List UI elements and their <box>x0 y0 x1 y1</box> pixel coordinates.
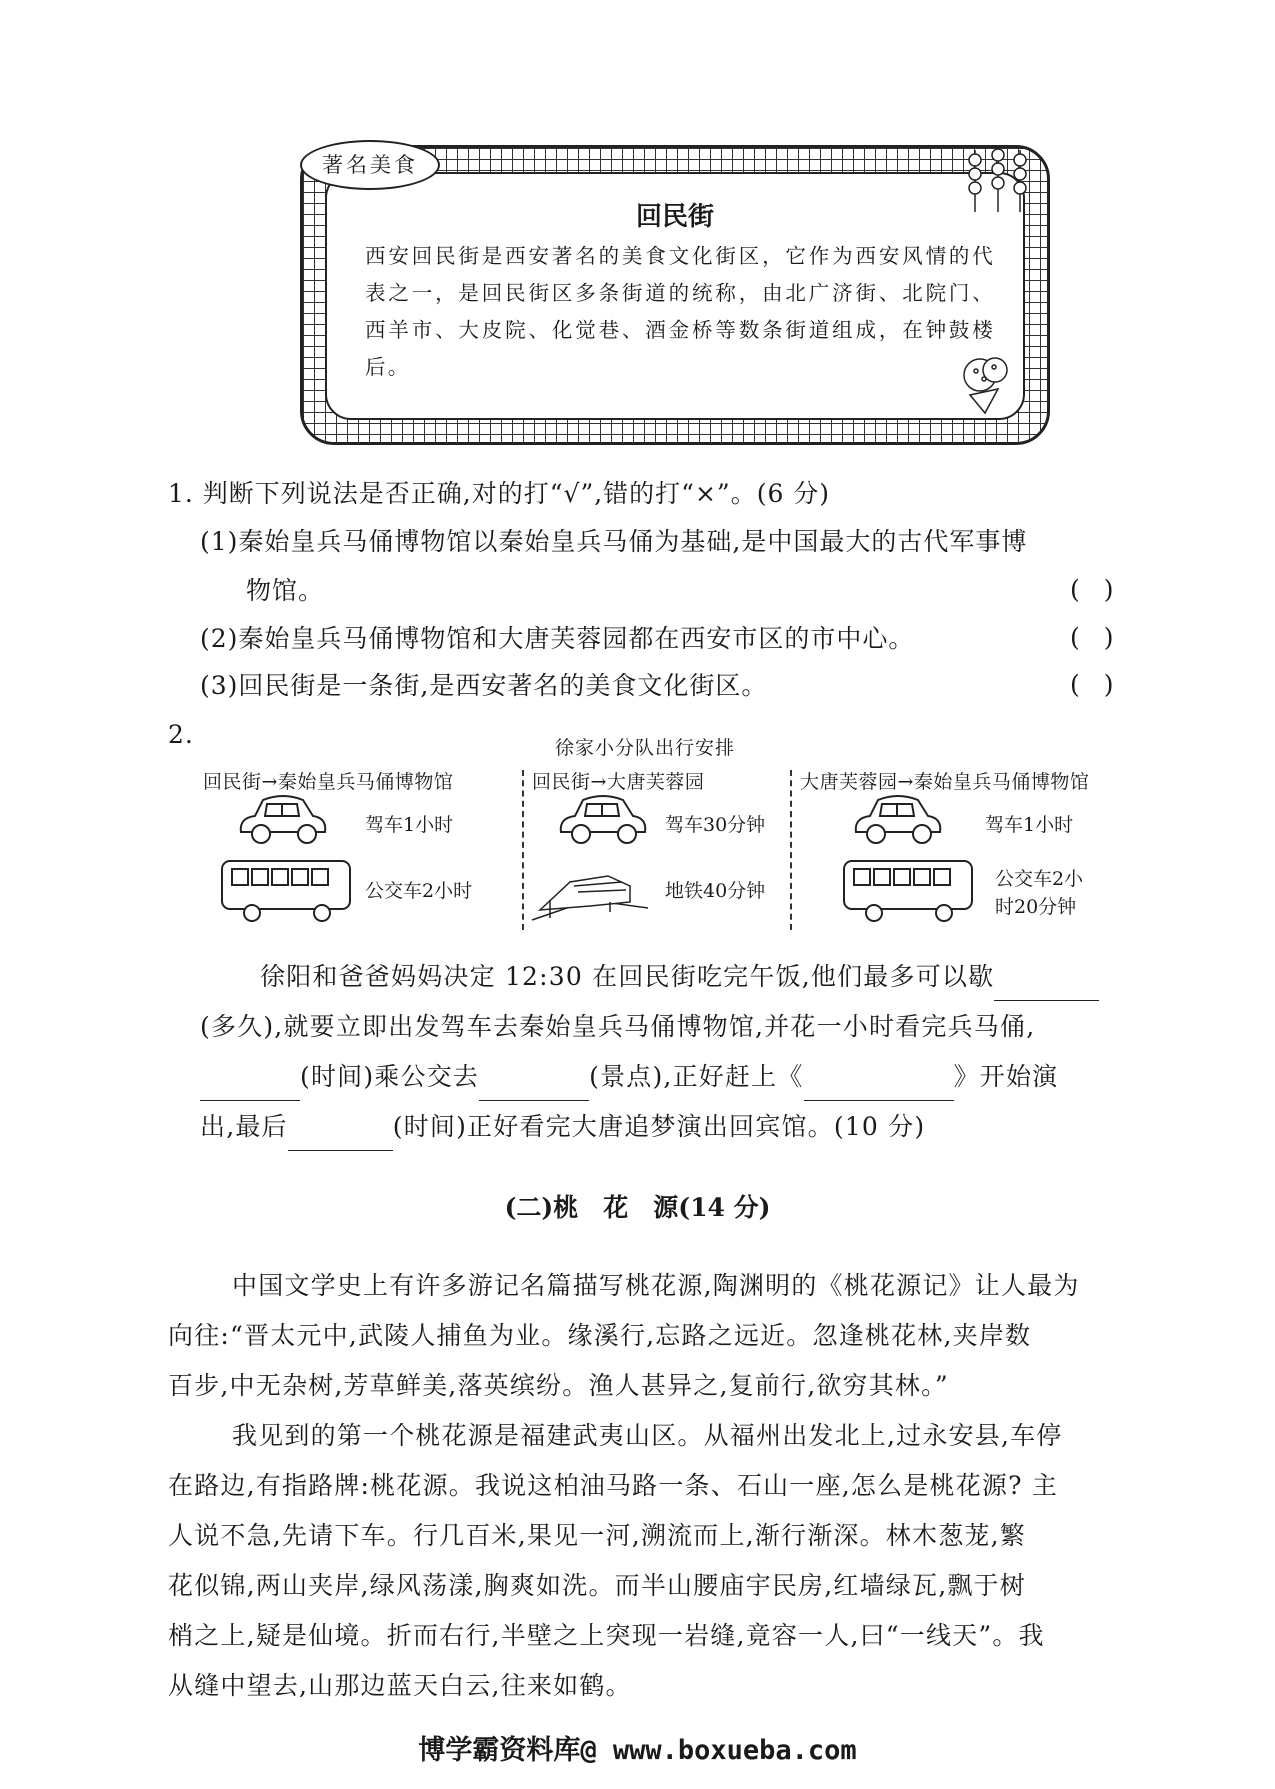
food-description: 西安回民街是西安著名的美食文化街区，它作为西安风情的代表之一，是回民街区多条街道的统称，由北广济街、北院门、西羊市、大皮院、化觉巷、酒金桥等数条街道组成，在钟鼓楼后。 <box>365 244 995 379</box>
blank-finish-time[interactable] <box>288 1124 393 1151</box>
car-icon <box>555 790 650 850</box>
blank-show-name[interactable] <box>804 1074 954 1101</box>
question-1-item-2: (2)秦始皇兵马俑博物馆和大唐芙蓉园都在西安市区的市中心。 <box>200 624 915 653</box>
blank-bus-time[interactable] <box>200 1074 300 1101</box>
route-1-car-time: 驾车1小时 <box>365 814 454 836</box>
passage-p1-l2: 向往:“晋太元中,武陵人捕鱼为业。缘溪行,忘路之远近。忽逢桃花林,夹岸数 <box>168 1321 1032 1350</box>
question-2-number: 2. <box>168 720 194 749</box>
question-1-item-3: (3)回民街是一条街,是西安著名的美食文化街区。 <box>200 671 768 700</box>
question-1-header: 1. 判断下列说法是否正确,对的打“√”,错的打“×”。(6 分) <box>168 479 831 508</box>
route-2-transit-time: 地铁40分钟 <box>665 880 766 902</box>
food-tag: 著名美食 <box>300 140 440 190</box>
question-2-line-1 <box>260 953 1099 1001</box>
passage-p2-l4: 花似锦,两山夹岸,绿风荡漾,胸爽如洗。而半山腰庙宇民房,红墙绿瓦,飘于树 <box>168 1571 1026 1600</box>
question-1-item-1-cont: 物馆。 <box>246 576 325 605</box>
passage-p2-l6: 从缝中望去,山那边蓝天白云,往来如鹤。 <box>168 1671 632 1700</box>
column-divider <box>790 770 792 930</box>
answer-bracket-1[interactable]: () <box>1070 575 1138 604</box>
car-icon <box>850 790 945 850</box>
passage-p2-l5: 梢之上,疑是仙境。折而右行,半壁之上突现一岩缝,竟容一人,曰“一线天”。我 <box>168 1621 1045 1650</box>
column-divider <box>522 770 524 930</box>
subway-icon <box>530 860 650 925</box>
passage-p1-l1: 中国文学史上有许多游记名篇描写桃花源,陶渊明的《桃花源记》让人最为 <box>232 1271 1080 1300</box>
route-3-transit-time-l1: 公交车2小 <box>995 868 1084 890</box>
blank-attraction[interactable] <box>479 1074 589 1101</box>
route-2-car-time: 驾车30分钟 <box>665 814 766 836</box>
passage-p2-l3: 人说不急,先请下车。行几百米,果见一河,溯流而上,渐行渐深。林木葱茏,繁 <box>168 1521 1026 1550</box>
question-1-item-1: (1)秦始皇兵马俑博物馆以秦始皇兵马俑为基础,是中国最大的古代军事博 <box>200 527 1028 556</box>
question-2-line-2: (多久),就要立即出发驾车去秦始皇兵马俑博物馆,并花一小时看完兵马俑, <box>200 1012 1036 1041</box>
plan-title: 徐家小分队出行安排 <box>555 737 736 759</box>
food-title: 回民街 <box>635 202 714 232</box>
route-3-car-time: 驾车1小时 <box>985 814 1074 836</box>
q2-text: 徐阳和爸爸妈妈决定 12:30 在回民街吃完午饭,他们最多可以歇 <box>260 962 995 991</box>
car-icon <box>235 790 330 850</box>
footer-watermark: 博学霸资料库@ www.boxueba.com <box>418 1735 857 1766</box>
blank-rest-time[interactable] <box>994 974 1099 1001</box>
route-2-label: 回民街→大唐芙蓉园 <box>532 771 705 793</box>
answer-bracket-2[interactable]: () <box>1070 623 1138 652</box>
passage-p2-l1: 我见到的第一个桃花源是福建武夷山区。从福州出发北上,过永安县,车停 <box>232 1421 1063 1450</box>
bus-icon <box>840 855 980 927</box>
route-3-transit-time-l2: 时20分钟 <box>995 896 1077 918</box>
passage-p2-l2: 在路边,有指路牌:桃花源。我说这柏油马路一条、石山一座,怎么是桃花源? 主 <box>168 1471 1059 1500</box>
bus-icon <box>218 855 358 927</box>
question-2-line-4: 出,最后 (时间)正好看完大唐追梦演出回宾馆。(10 分) <box>200 1103 925 1151</box>
route-3-label: 大唐芙蓉园→秦始皇兵马俑博物馆 <box>800 771 1090 793</box>
route-1-transit-time: 公交车2小时 <box>365 880 473 902</box>
question-2-line-3: (时间)乘公交去 (景点),正好赶上《 》开始演 <box>200 1053 1058 1101</box>
route-1-label: 回民街→秦始皇兵马俑博物馆 <box>203 771 454 793</box>
passage-p1-l3: 百步,中无杂树,芳草鲜美,落英缤纷。渔人甚异之,复前行,欲穷其林。” <box>168 1371 949 1400</box>
section-2-title: (二)桃 花 源(14 分) <box>504 1193 771 1222</box>
answer-bracket-3[interactable]: () <box>1070 670 1138 699</box>
